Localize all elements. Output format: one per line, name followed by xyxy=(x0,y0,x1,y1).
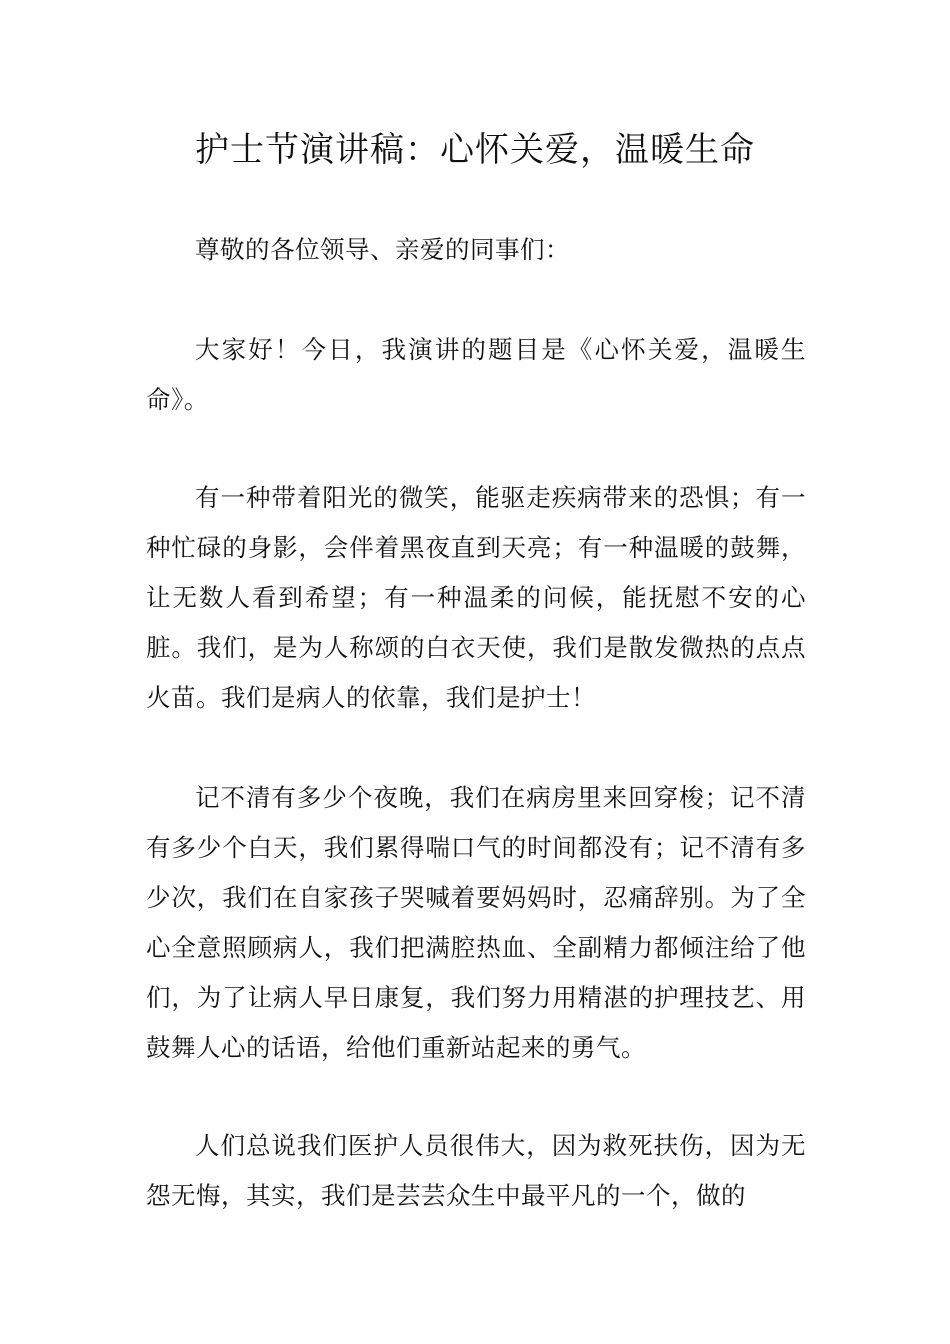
body-paragraph: 记不清有多少个夜晚，我们在病房里来回穿梭；记不清有多少个白天，我们累得喘口气的时间都没有；记不清有多少次，我们在自家孩子哭喊着要妈妈时，忍痛辞别。为了全心全意照顾病人，我们把满腔热血、全副精力都倾注给了他们，为了让病人早日康复，我们努力用精湛的护理技艺、用鼓舞人心的话语，给他们重新站起来的勇气。 xyxy=(146,783,806,1062)
greeting-paragraph: 尊敬的各位领导、亲爱的同事们： xyxy=(195,235,570,264)
document-title: 护士节演讲稿：心怀关爱，温暖生命 xyxy=(195,130,755,170)
body-paragraph: 有一种带着阳光的微笑，能驱走疾病带来的恐惧；有一种忙碌的身影，会伴着黑夜直到天亮；有一种温暖的鼓舞，让无数人看到希望；有一种温柔的问候，能抚慰不安的心脏。我们，是为人称颂的白衣天使，我们是散发微热的点点火苗。我们是病人的依靠，我们是护士！ xyxy=(146,483,806,712)
intro-paragraph: 大家好！今日，我演讲的题目是《心怀关爱，温暖生命》。 xyxy=(146,335,806,414)
body-paragraph: 人们总说我们医护人员很伟大，因为救死扶伤，因为无怨无悔，其实，我们是芸芸众生中最平凡的一个，做的 xyxy=(146,1131,806,1210)
